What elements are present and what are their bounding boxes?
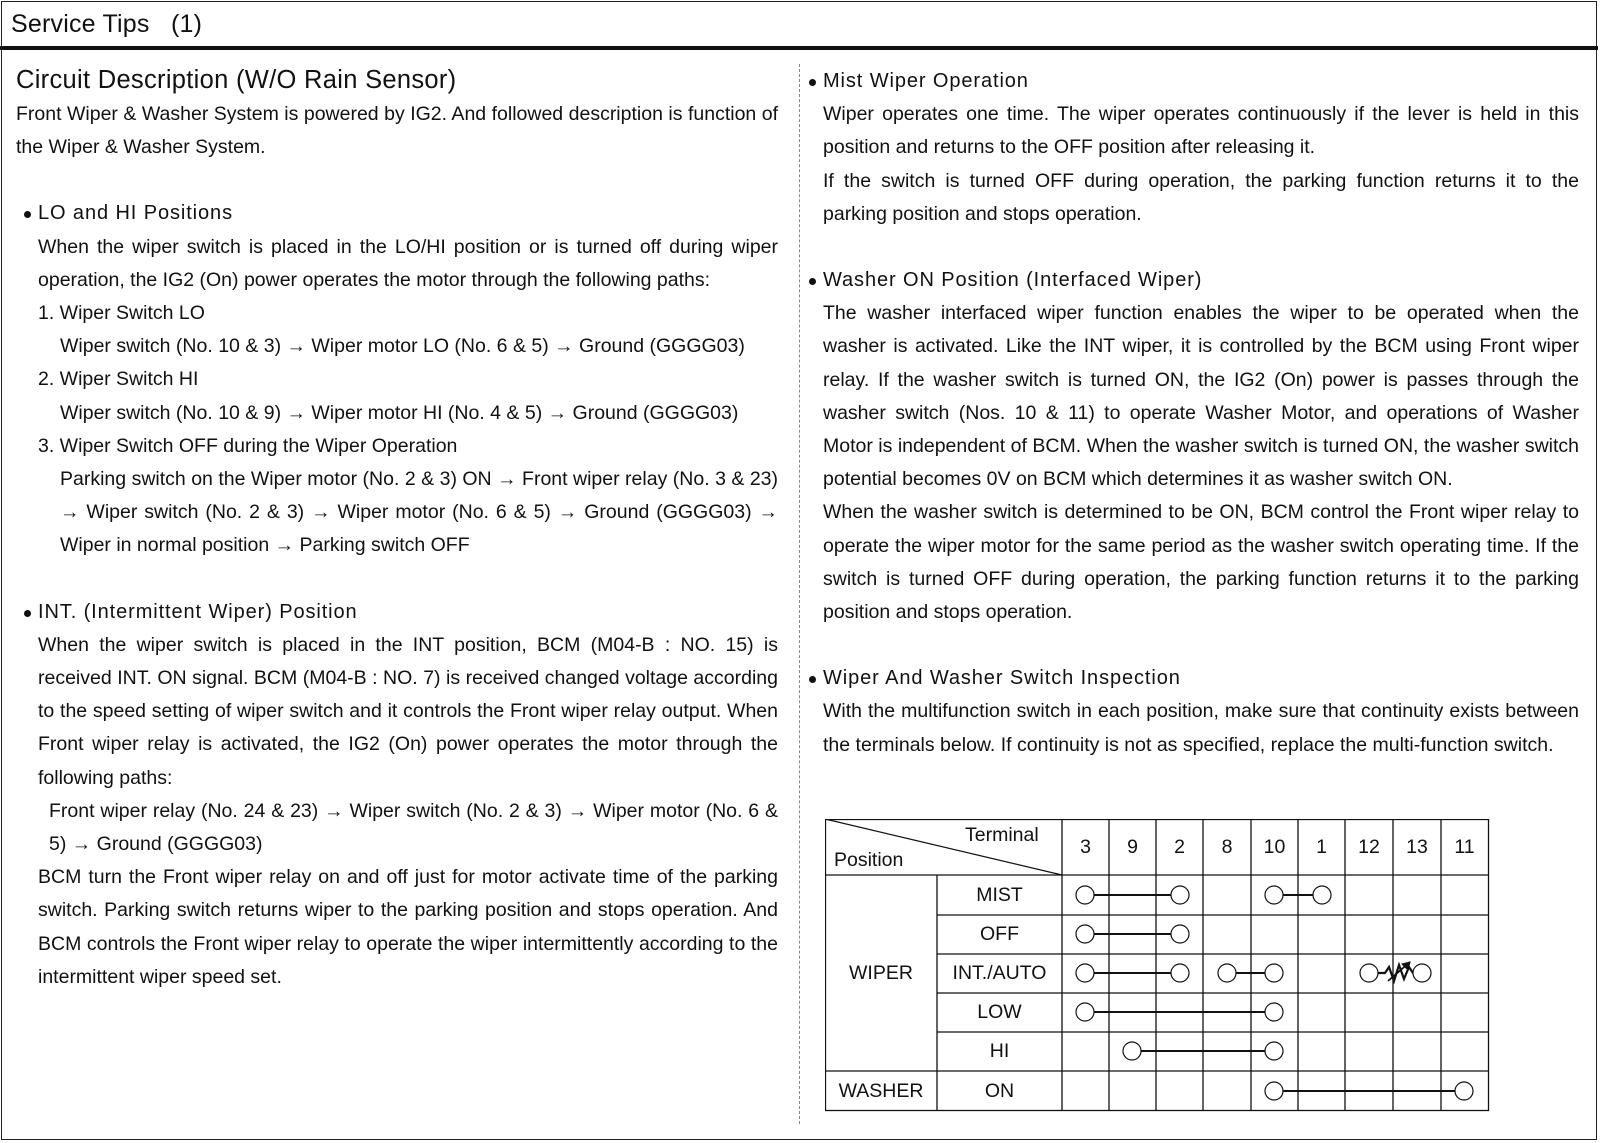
int-path: Front wiper relay (No. 24 & 23) → Wiper switch (No. 2 & 3) → Wiper motor (No. 6 & 5) → Ground (GGGG03) xyxy=(49,799,778,856)
column-divider xyxy=(799,64,800,1124)
terminal-header: 3 xyxy=(1080,836,1091,858)
int-body: When the wiper switch is placed in the INT position, BCM (M04-B : NO. 15) is received INT. ON signal. BCM (M04-B : NO. 7) is received changed voltage according to the speed setting of wiper switch and it controls the Front wiper relay output. When Front wiper relay is activated, the IG2 (On) power operates the motor through the following paths: xyxy=(38,633,778,789)
position-label-int-auto: INT./AUTO xyxy=(952,962,1047,984)
mist-p2: If the switch is turned OFF during operation, the parking function returns it to the parking position and stops operation. xyxy=(823,169,1579,225)
section-heading-lo-hi xyxy=(16,197,778,230)
item-title-lo: 1. Wiper Switch LO xyxy=(38,302,205,325)
section-heading-washer xyxy=(823,264,1579,297)
heading-text: Wiper And Washer Switch Inspection xyxy=(823,667,1181,690)
group-label-washer: WASHER xyxy=(838,1080,924,1102)
terminal-header: 11 xyxy=(1454,836,1475,858)
corner-terminal-label: Terminal xyxy=(965,824,1039,846)
corner-position-label: Position xyxy=(834,849,904,871)
intro-paragraph: Front Wiper & Washer System is powered by IG2. And followed description is function of the Wiper & Washer System. xyxy=(16,103,778,159)
terminal-header: 13 xyxy=(1406,836,1428,858)
position-label-on: ON xyxy=(984,1080,1015,1102)
washer-p2: When the washer switch is determined to be ON, BCM control the Front wiper relay to operate the wiper motor for the same period as the washer switch operating time. If the switch is turned OFF during operation, the parking function returns it to the parking position and stops operation. xyxy=(823,501,1579,624)
section-title: Circuit Description (W/O Rain Sensor) xyxy=(16,66,457,94)
terminal-header: 2 xyxy=(1174,836,1185,858)
terminal-header: 10 xyxy=(1263,836,1286,858)
position-label-low: LOW xyxy=(977,1001,1022,1023)
heading-text: Mist Wiper Operation xyxy=(823,70,1029,92)
mist-p1: Wiper operates one time. The wiper operates continuously if the lever is held in this position and returns to the OFF position after releasing it. xyxy=(823,103,1579,159)
heading-text: INT. (Intermittent Wiper) Position xyxy=(38,600,358,623)
bullet-icon xyxy=(809,278,816,285)
item-path-lo: Wiper switch (No. 10 & 3) → Wiper motor LO (No. 6 & 5) → Ground (GGGG03) xyxy=(60,335,745,358)
washer-p1: The washer interfaced wiper function enables the wiper to be operated when the washer is activated. Like the INT wiper, it is controlled by the BCM using Front wiper relay. If the washer switch is turned ON, the IG2 (On) power is passes through the washer switch (Nos. 10 & 11) to operate Washer Motor, and operations of Washer Motor is independent of BCM. When the washer switch is turned ON, the washer switch potential becomes 0V on BCM which determines it as washer switch ON. xyxy=(823,302,1579,491)
terminal-header: 8 xyxy=(1221,836,1233,858)
bullet-icon xyxy=(24,610,31,617)
section-heading-inspection xyxy=(823,662,1579,695)
position-label-mist: MIST xyxy=(976,884,1023,906)
left-column xyxy=(16,62,778,994)
page-header xyxy=(0,0,1598,50)
position-label-off: OFF xyxy=(980,923,1019,945)
bullet-icon xyxy=(809,79,816,86)
item-title-off: 3. Wiper Switch OFF during the Wiper Operation xyxy=(38,434,458,457)
inspection-p1: With the multifunction switch in each position, make sure that continuity exists between the terminals below. If continuity is not as specified, replace the multi-function switch. xyxy=(823,700,1579,756)
right-column xyxy=(823,62,1579,762)
terminal-header: 9 xyxy=(1127,836,1138,858)
group-label-wiper: WIPER xyxy=(849,962,913,984)
terminal-header: 12 xyxy=(1358,836,1380,858)
lo-hi-body: When the wiper switch is placed in the LO/HI position or is turned off during wiper operation, the IG2 (On) power operates the motor through the following paths: xyxy=(38,235,778,291)
heading-text: Washer ON Position (Interfaced Wiper) xyxy=(823,269,1203,292)
position-label-hi: HI xyxy=(989,1040,1010,1062)
terminal-header: 1 xyxy=(1316,836,1327,858)
bullet-icon xyxy=(24,211,31,218)
section-heading-mist xyxy=(823,65,1579,98)
item-title-hi: 2. Wiper Switch HI xyxy=(38,368,199,391)
heading-text: LO and HI Positions xyxy=(38,202,233,225)
page-title: Service Tips (1) xyxy=(11,10,203,38)
int-body2: BCM turn the Front wiper relay on and off just for motor activate time of the parking switch. Parking switch returns wiper to the parking position and stops operation. And BCM controls the Front wiper relay to operate the wiper intermittently according to the intermittent wiper speed set. xyxy=(38,866,778,988)
item-path-off: Parking switch on the Wiper motor (No. 2 & 3) ON → Front wiper relay (No. 3 & 23) → Wiper switch (No. 2 & 3) → Wiper motor (No. 6 & 5) → Ground (GGGG03) → Wiper in normal position → Parking switch OFF xyxy=(60,468,778,557)
item-path-hi: Wiper switch (No. 10 & 9) → Wiper motor HI (No. 4 & 5) → Ground (GGGG03) xyxy=(60,401,739,424)
section-heading-int xyxy=(16,596,778,629)
continuity-table xyxy=(825,819,1488,1110)
